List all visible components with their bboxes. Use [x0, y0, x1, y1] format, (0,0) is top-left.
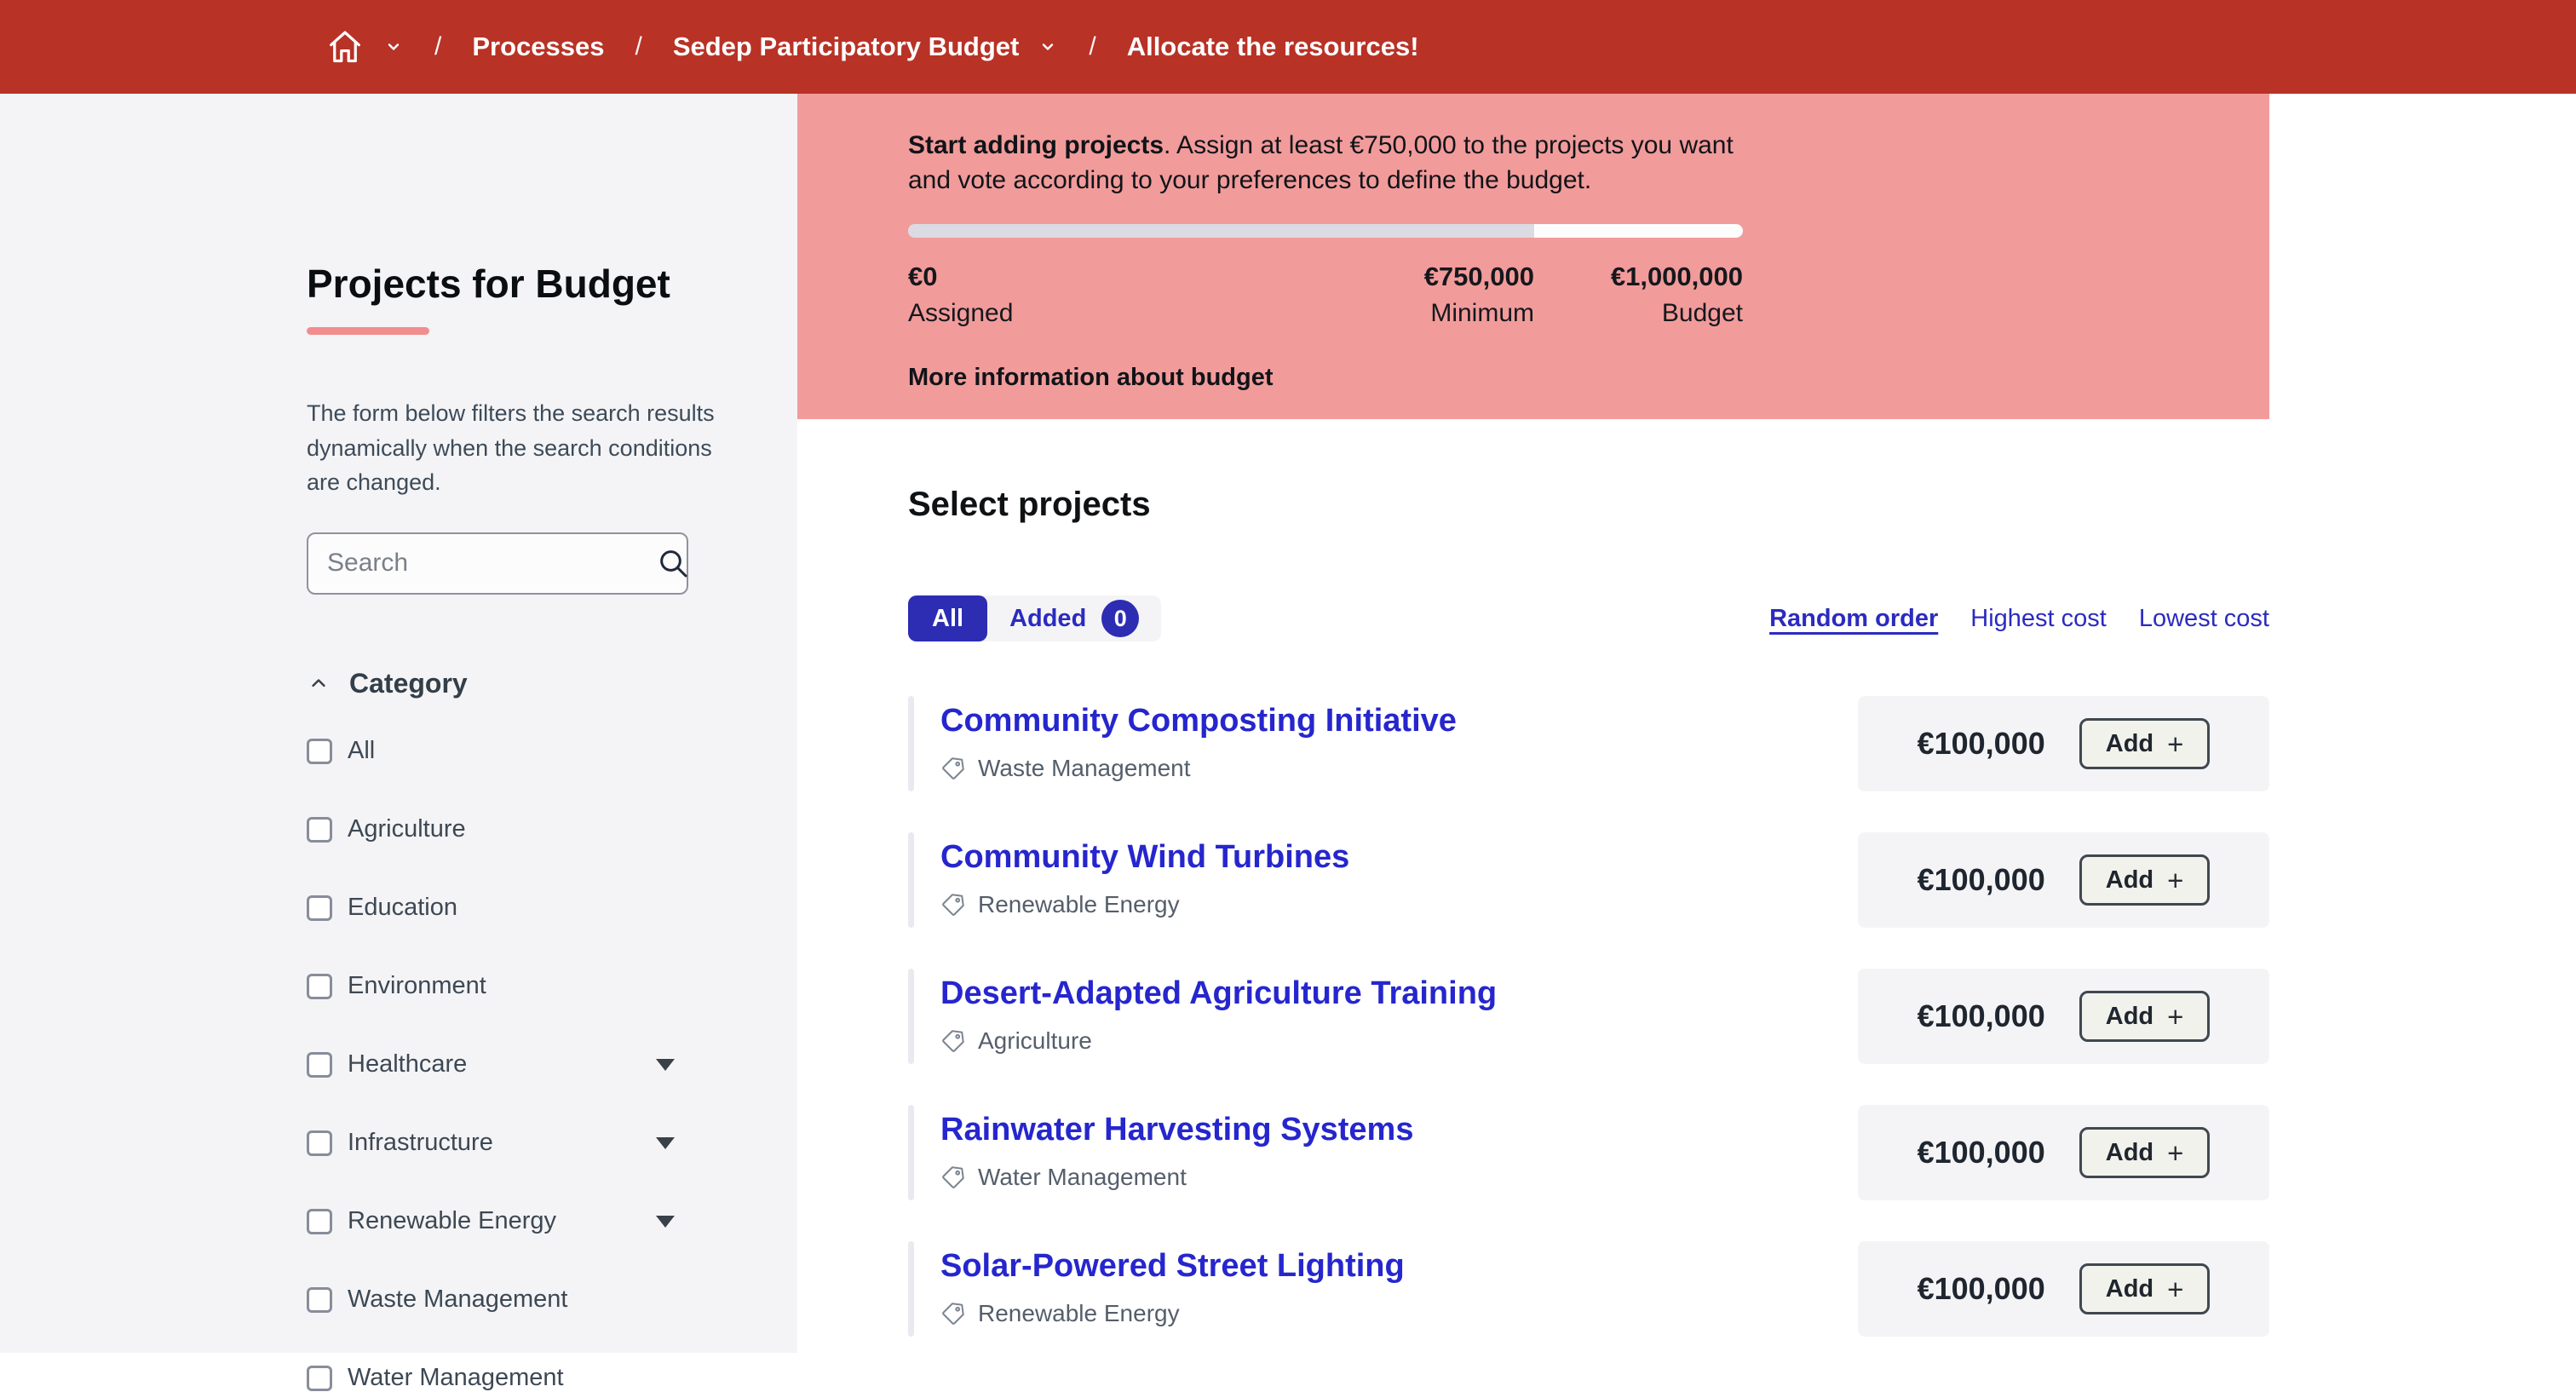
- tag-icon: [940, 892, 966, 917]
- breadcrumb-separator: /: [434, 32, 442, 60]
- breadcrumb-separator: /: [635, 32, 642, 60]
- plus-icon: +: [2167, 728, 2184, 760]
- budget-value: €1,000,000: [1610, 261, 1743, 291]
- project-cost: €100,000: [1917, 998, 2045, 1033]
- project-category-label: Waste Management: [978, 755, 1191, 781]
- project-price-panel: [1858, 1105, 2269, 1200]
- project-row: [908, 1105, 2269, 1200]
- list-toolbar: [908, 595, 2269, 641]
- project-row: [908, 696, 2269, 791]
- project-category: [940, 1027, 1858, 1055]
- tab-added-label: Added: [1009, 604, 1087, 632]
- tag-icon: [940, 1028, 966, 1054]
- category-filter-label[interactable]: Infrastructure: [348, 1129, 493, 1156]
- row-accent-bar: [908, 1241, 914, 1337]
- project-category: [940, 755, 1858, 782]
- budget-instructions-rest: . Assign at least €750,000 to the projects you want and vote according to your preferences to define the budget.: [908, 131, 1734, 195]
- project-category-label: Agriculture: [978, 1027, 1092, 1054]
- add-button-label: Add: [2105, 1138, 2154, 1166]
- project-list: [908, 696, 2269, 1337]
- category-filter-row[interactable]: [307, 895, 688, 921]
- project-price-panel: [1858, 696, 2269, 791]
- tag-icon: [940, 756, 966, 781]
- checkbox[interactable]: [307, 1209, 332, 1234]
- budget-instructions-bold: Start adding projects: [908, 131, 1164, 159]
- breadcrumb-separator: /: [1089, 32, 1096, 60]
- budget-progress-bar: [908, 224, 1743, 238]
- checkbox[interactable]: [307, 1287, 332, 1313]
- assigned-amount: [908, 262, 1013, 328]
- checkbox[interactable]: [307, 974, 332, 999]
- category-filter-row[interactable]: [307, 1366, 688, 1391]
- add-button-label: Add: [2105, 866, 2154, 894]
- breadcrumb-home[interactable]: [325, 27, 404, 66]
- add-project-button[interactable]: [2079, 1263, 2211, 1314]
- assigned-value: €0: [908, 261, 938, 291]
- category-filter-row[interactable]: [307, 817, 688, 843]
- filters-sidebar: [0, 94, 797, 1391]
- checkbox[interactable]: [307, 817, 332, 843]
- category-filter-label[interactable]: Water Management: [348, 1364, 564, 1391]
- breadcrumb: [0, 0, 2576, 94]
- category-section-toggle[interactable]: [307, 668, 688, 699]
- budget-label: Budget: [1661, 298, 1743, 327]
- add-button-label: Add: [2105, 1274, 2154, 1303]
- checkbox[interactable]: [307, 895, 332, 921]
- chevron-down-icon[interactable]: [383, 37, 404, 57]
- project-tabs: [908, 595, 1161, 641]
- row-accent-bar: [908, 832, 914, 928]
- budget-main: [797, 94, 2576, 1353]
- breadcrumb-space[interactable]: Sedep Participatory Budget: [672, 32, 1020, 61]
- tag-icon: [940, 1165, 966, 1190]
- more-information-link[interactable]: More information about budget: [908, 363, 1274, 391]
- checkbox[interactable]: [307, 739, 332, 764]
- chevron-down-icon[interactable]: [1038, 37, 1058, 57]
- plus-icon: +: [2167, 1136, 2184, 1169]
- budget-summary-banner: [797, 94, 2269, 419]
- category-filter-row[interactable]: [307, 1287, 688, 1313]
- add-project-button[interactable]: [2079, 718, 2211, 769]
- project-cost: €100,000: [1917, 862, 2045, 897]
- project-title-link[interactable]: Community Composting Initiative: [940, 703, 1457, 739]
- sort-highest-cost[interactable]: Highest cost: [1970, 604, 2107, 632]
- search-input[interactable]: [327, 549, 656, 578]
- minimum-amount: [1424, 262, 1534, 328]
- project-category: [940, 1300, 1858, 1327]
- plus-icon: +: [2167, 864, 2184, 896]
- category-filter-row[interactable]: [307, 739, 688, 764]
- sort-random-order[interactable]: Random order: [1769, 604, 1939, 632]
- sort-links: [1769, 605, 2269, 633]
- add-button-label: Add: [2105, 729, 2154, 757]
- minimum-value: €750,000: [1423, 261, 1534, 291]
- breadcrumb-current: Allocate the resources!: [1126, 32, 1419, 61]
- category-filter-row[interactable]: [307, 1209, 688, 1234]
- tab-all[interactable]: All: [908, 595, 987, 641]
- project-row: [908, 832, 2269, 928]
- project-cost: €100,000: [1917, 1135, 2045, 1170]
- category-filter-label[interactable]: All: [348, 737, 376, 764]
- project-title-link[interactable]: Solar-Powered Street Lighting: [940, 1248, 1405, 1284]
- title-underline: [307, 327, 429, 335]
- project-title-link[interactable]: Community Wind Turbines: [940, 839, 1350, 875]
- chevron-down-icon[interactable]: [656, 1137, 675, 1149]
- project-category: [940, 1164, 1858, 1191]
- category-filter-label[interactable]: Healthcare: [348, 1050, 468, 1078]
- select-projects-heading: Select projects: [908, 486, 1151, 523]
- plus-icon: +: [2167, 1000, 2184, 1032]
- tag-icon: [940, 1301, 966, 1326]
- chevron-down-icon[interactable]: [656, 1059, 675, 1071]
- row-accent-bar: [908, 696, 914, 791]
- budget-amount: [1611, 262, 1743, 328]
- project-title-link[interactable]: Desert-Adapted Agriculture Training: [940, 975, 1498, 1011]
- project-cost: €100,000: [1917, 1271, 2045, 1306]
- add-project-button[interactable]: [2079, 1127, 2211, 1178]
- project-title-link[interactable]: Rainwater Harvesting Systems: [940, 1112, 1414, 1148]
- project-row: [908, 1241, 2269, 1337]
- category-filter-label[interactable]: Renewable Energy: [348, 1207, 557, 1234]
- project-cost: €100,000: [1917, 726, 2045, 761]
- plus-icon: +: [2167, 1273, 2184, 1305]
- assigned-label: Assigned: [908, 298, 1014, 327]
- category-filter-label[interactable]: Environment: [348, 972, 486, 999]
- project-row: [908, 969, 2269, 1064]
- add-button-label: Add: [2105, 1002, 2154, 1030]
- sort-lowest-cost[interactable]: Lowest cost: [2138, 604, 2269, 632]
- add-project-button[interactable]: [2079, 854, 2211, 906]
- category-filter-label[interactable]: Agriculture: [348, 815, 466, 843]
- budget-progress-minimum-fill: [908, 224, 1534, 238]
- category-filter-list: [307, 739, 688, 1391]
- checkbox[interactable]: [307, 1366, 332, 1391]
- budget-instructions: [908, 128, 1768, 198]
- project-category-label: Renewable Energy: [978, 1300, 1180, 1326]
- category-filter-label[interactable]: Waste Management: [348, 1286, 568, 1313]
- added-count-badge: 0: [1101, 600, 1139, 637]
- breadcrumb-processes[interactable]: Processes: [472, 32, 605, 61]
- tab-added[interactable]: [987, 595, 1161, 641]
- project-category-label: Renewable Energy: [978, 891, 1180, 917]
- minimum-label: Minimum: [1430, 298, 1534, 327]
- search-icon[interactable]: [656, 546, 690, 580]
- category-filter-row[interactable]: [307, 1130, 688, 1156]
- home-icon[interactable]: [325, 27, 365, 66]
- budget-progress-labels: [908, 262, 1743, 326]
- chevron-down-icon[interactable]: [656, 1216, 675, 1228]
- category-filter-row[interactable]: [307, 1052, 688, 1078]
- category-filter-label[interactable]: Education: [348, 894, 457, 921]
- sidebar-title: Projects for Budget: [307, 262, 670, 306]
- chevron-up-icon[interactable]: [307, 671, 331, 695]
- checkbox[interactable]: [307, 1130, 332, 1156]
- project-price-panel: [1858, 832, 2269, 928]
- search-box[interactable]: [307, 532, 688, 595]
- add-project-button[interactable]: [2079, 991, 2211, 1042]
- project-price-panel: [1858, 969, 2269, 1064]
- filter-description: The form below filters the search results dynamically when the search conditions are changed.: [307, 400, 715, 495]
- project-category: [940, 891, 1858, 918]
- checkbox[interactable]: [307, 1052, 332, 1078]
- row-accent-bar: [908, 1105, 914, 1200]
- row-accent-bar: [908, 969, 914, 1064]
- project-price-panel: [1858, 1241, 2269, 1337]
- project-category-label: Water Management: [978, 1164, 1187, 1190]
- category-heading: Category: [349, 667, 468, 699]
- category-filter-row[interactable]: [307, 974, 688, 999]
